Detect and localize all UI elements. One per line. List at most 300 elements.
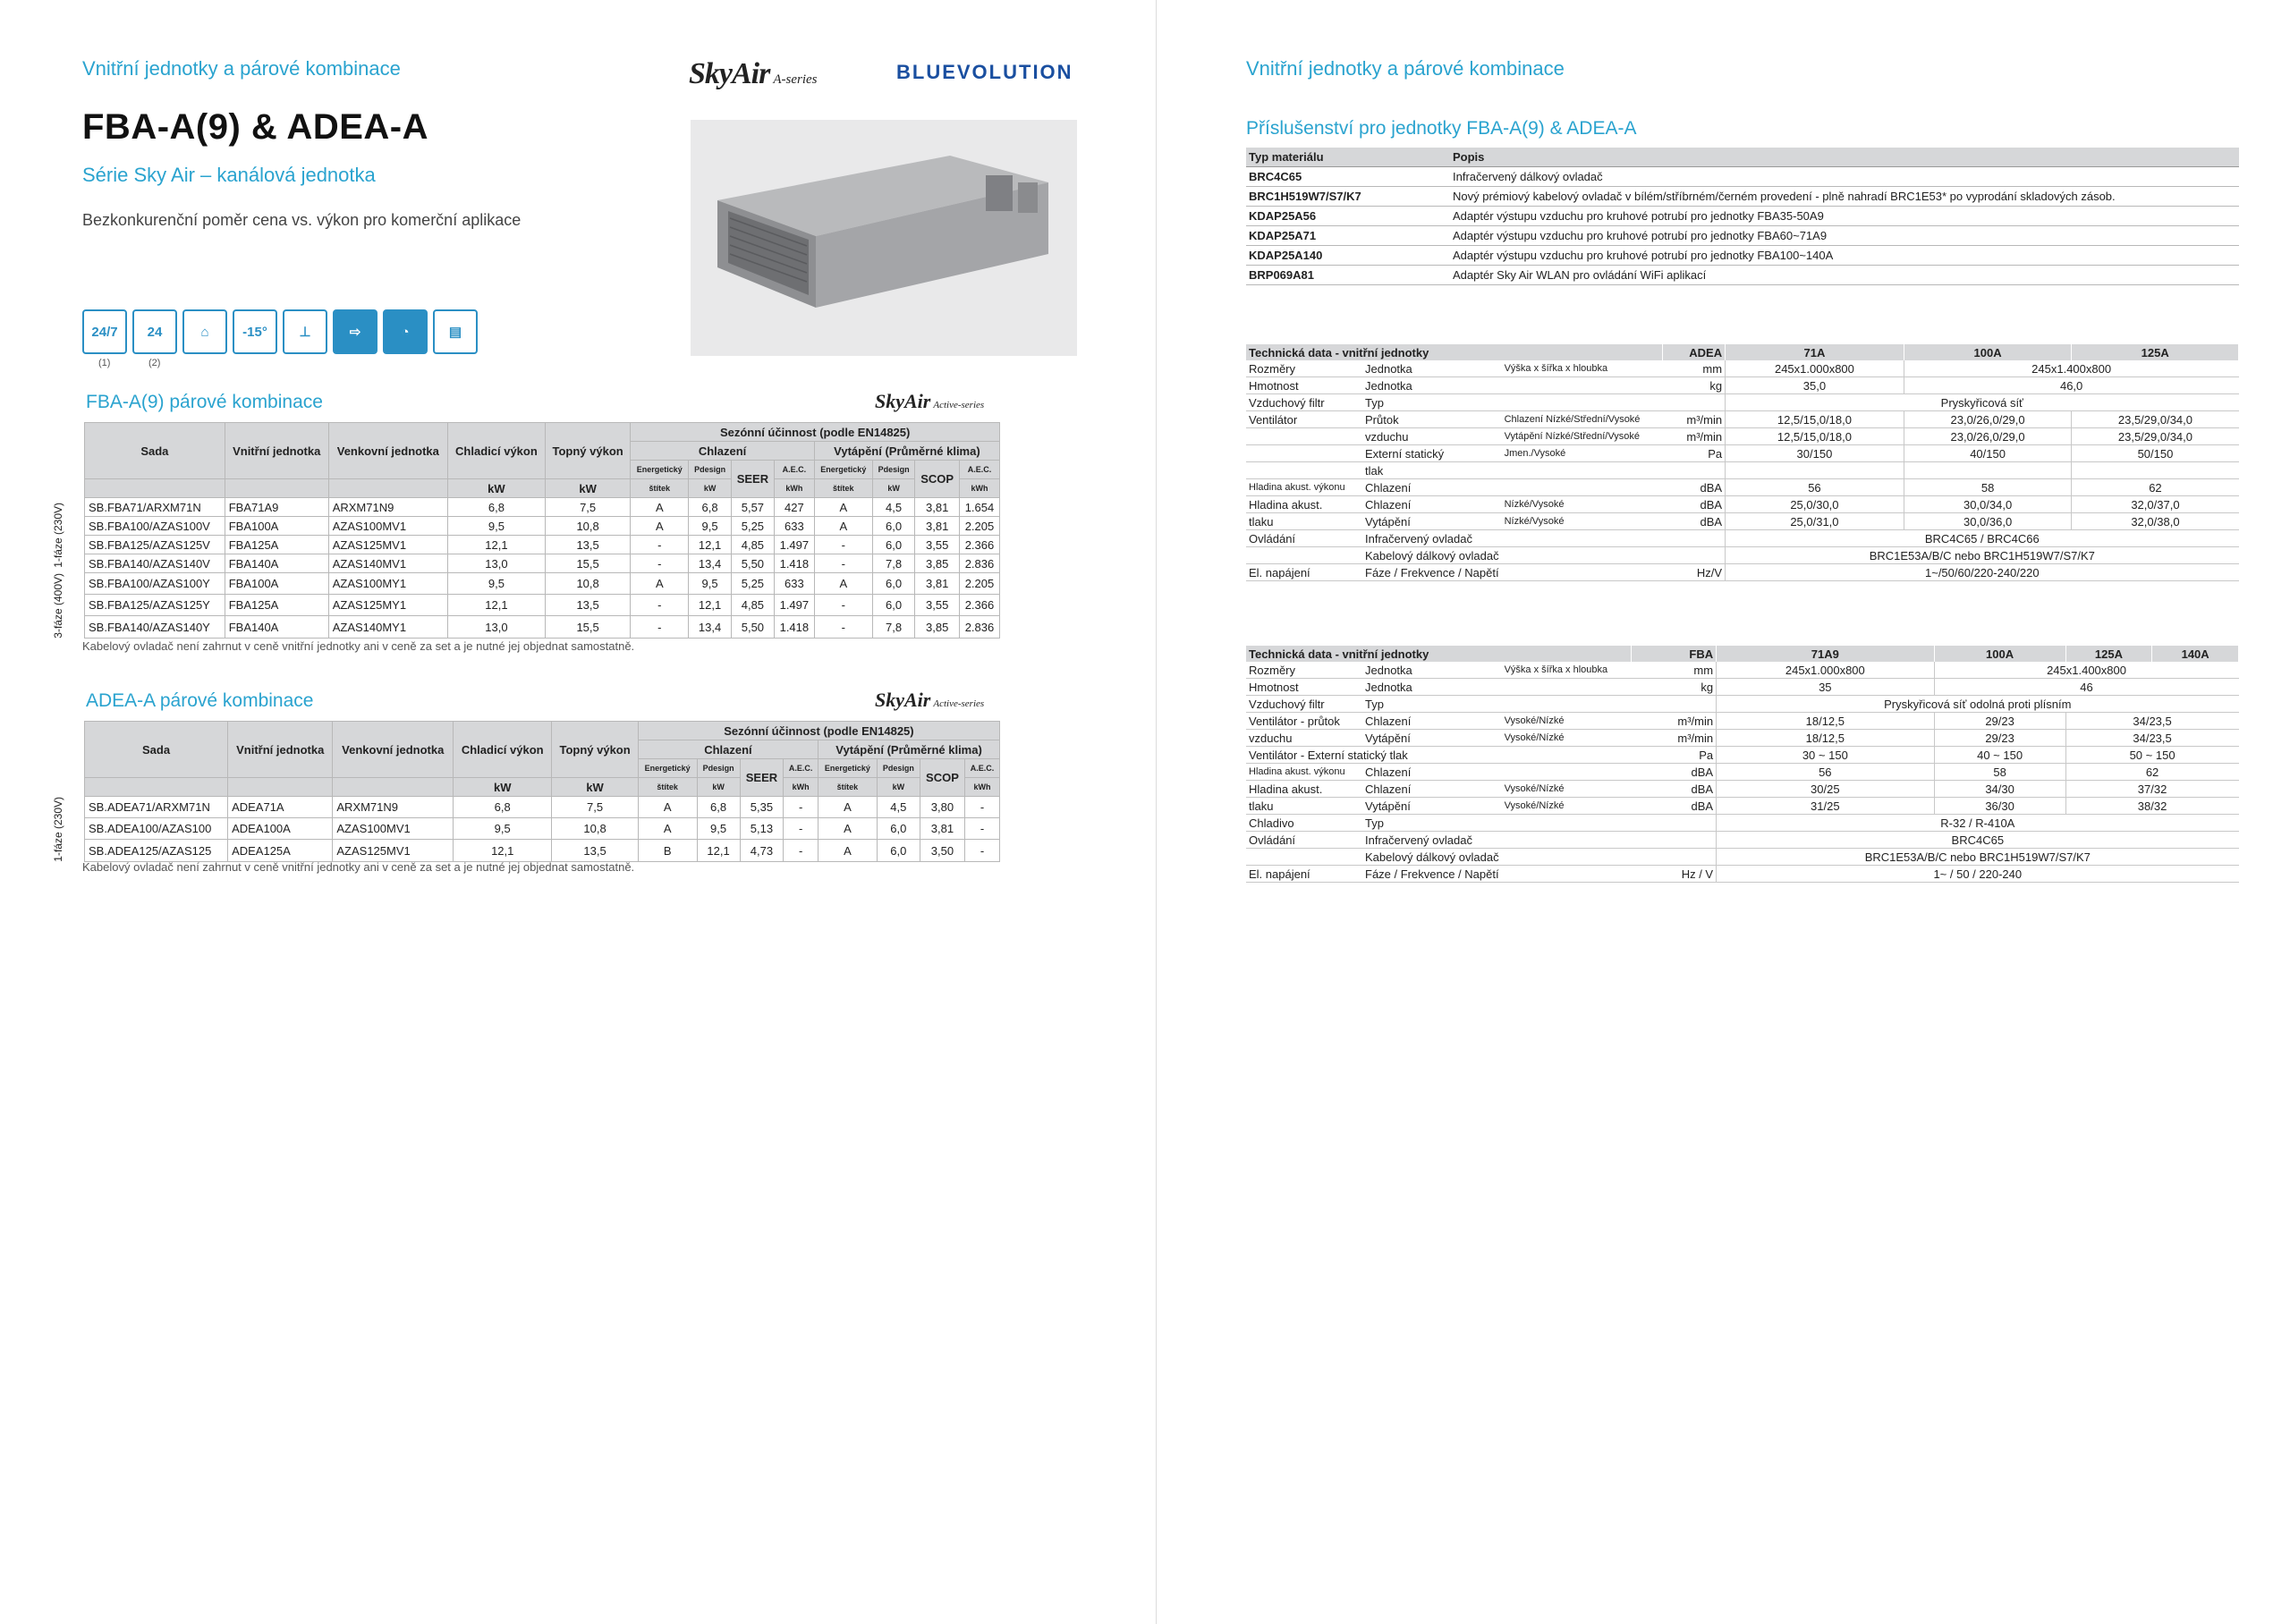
table-cell: 3,80: [920, 797, 964, 818]
spec-value: 25,0/30,0: [1726, 496, 1904, 513]
table-cell: 5,25: [731, 573, 774, 595]
spec-label: [1502, 394, 1663, 411]
accessory-description: Adaptér výstupu vzduchu pro kruhové potrubí pro jednotky FBA60~71A9: [1450, 226, 2239, 246]
table-cell: 3,81: [915, 517, 960, 536]
table-cell: 1.497: [774, 536, 814, 554]
table-cell: 3,55: [915, 595, 960, 616]
table-cell: 5,57: [731, 498, 774, 517]
table-cell: -: [814, 595, 872, 616]
spec-label: Vzduchový filtr: [1246, 696, 1362, 713]
skyair-active-logo: SkyAir Active-series: [875, 689, 985, 711]
spec-label: Chlazení: [1362, 764, 1502, 781]
spec-value: 40 ~ 150: [1934, 747, 2065, 764]
spec-label: [1246, 849, 1362, 866]
spec-row: [1246, 513, 2239, 530]
unit-kwh: kWh: [959, 479, 999, 498]
table-cell: A: [631, 517, 689, 536]
accessory-row: [1246, 246, 2239, 266]
spec-label: Vysoké/Nízké: [1502, 730, 1632, 747]
table-cell: 4,5: [877, 797, 920, 818]
table-cell: AZAS140MY1: [328, 616, 447, 638]
spec-label: Jednotka: [1362, 360, 1502, 377]
accessory-description: Adaptér výstupu vzduchu pro kruhové potrubí pro jednotky FBA35-50A9: [1450, 207, 2239, 226]
col-scop: SCOP: [920, 759, 964, 797]
table-cell: 1.497: [774, 595, 814, 616]
spec-row: [1246, 781, 2239, 798]
table-cell: 10,8: [552, 818, 639, 840]
table-cell: 13,0: [447, 554, 545, 573]
spec-unit: [1663, 394, 1726, 411]
spec-label: [1246, 547, 1362, 564]
table-cell: FBA71A9: [225, 498, 328, 517]
spec-value: BRC4C65 / BRC4C66: [1726, 530, 2239, 547]
spec-label: vzduchu: [1246, 730, 1362, 747]
spec-label: [1246, 462, 1362, 479]
spec-unit: [1663, 530, 1726, 547]
adea-note: Kabelový ovladač není zahrnut v ceně vnitřní jednotky ani v ceně za set a je nutné jej objednat samostatně.: [82, 860, 635, 874]
table-cell: 3,85: [915, 554, 960, 573]
table-row: [52, 498, 1000, 517]
spec-row: [1246, 679, 2239, 696]
spec-col: 140A: [2152, 646, 2239, 662]
spec-row: [1246, 798, 2239, 815]
accessory-code: BRC4C65: [1246, 167, 1450, 187]
accessory-row: [1246, 226, 2239, 246]
table-cell: 427: [774, 498, 814, 517]
table-cell: SB.FBA100/AZAS100Y: [85, 573, 225, 595]
spec-unit: dBA: [1632, 781, 1717, 798]
spec-row: [1246, 462, 2239, 479]
spec-value: BRC4C65: [1717, 832, 2239, 849]
spec-value: 50 ~ 150: [2065, 747, 2238, 764]
table-row: [52, 840, 1000, 861]
spec-label: Infračervený ovladač: [1362, 530, 1502, 547]
spec-label: tlaku: [1246, 513, 1362, 530]
spec-unit: dBA: [1663, 513, 1726, 530]
home-leave-icon: ⌂: [182, 309, 227, 354]
spec-value: 23,0/26,0/29,0: [1904, 428, 2072, 445]
feature-icons: [82, 309, 478, 354]
24-7-icon: 24/7: [82, 309, 127, 354]
table-cell: SB.FBA140/AZAS140Y: [85, 616, 225, 638]
table-cell: A: [818, 840, 878, 861]
spec-label: Vytápění: [1362, 798, 1502, 815]
col-aec: A.E.C.: [784, 759, 818, 778]
table-cell: ARXM71N9: [328, 498, 447, 517]
fba-pair-table: [52, 422, 1000, 639]
spec-value: BRC1E53A/B/C nebo BRC1H519W7/S7/K7: [1717, 849, 2239, 866]
table-row: [52, 616, 1000, 638]
table-cell: ADEA125A: [228, 840, 333, 861]
spec-row: [1246, 394, 2239, 411]
table-cell: A: [631, 498, 689, 517]
spec-label: Jednotka: [1362, 679, 1502, 696]
spec-value: 29/23: [1934, 713, 2065, 730]
auto-restart-icon: ◔: [383, 309, 428, 354]
spec-value: 29/23: [1934, 730, 2065, 747]
table-cell: 6,0: [872, 517, 915, 536]
unit-stitek: štítek: [814, 479, 872, 498]
table-cell: 1.654: [959, 498, 999, 517]
spec-label: Typ: [1362, 394, 1502, 411]
col-chladici: Chladicí výkon: [454, 722, 552, 778]
spec-label: [1502, 564, 1663, 581]
spec-label: Infračervený ovladač: [1362, 832, 1502, 849]
spec-col: 125A: [2065, 646, 2152, 662]
table-cell: 6,0: [872, 595, 915, 616]
spec-unit: m³/min: [1663, 428, 1726, 445]
spec-label: Chlazení: [1362, 496, 1502, 513]
spec-value: 18/12,5: [1717, 730, 1934, 747]
spec-label: Typ: [1362, 815, 1502, 832]
spec-value: 245x1.000x800: [1726, 360, 1904, 377]
spec-unit: dBA: [1663, 496, 1726, 513]
table-cell: 6,8: [447, 498, 545, 517]
table-cell: FBA125A: [225, 536, 328, 554]
spec-value: 62: [2065, 764, 2238, 781]
unit-stitek: štítek: [818, 778, 878, 797]
table-cell: 10,8: [545, 517, 630, 536]
table-cell: ARXM71N9: [333, 797, 454, 818]
table-row: [52, 573, 1000, 595]
table-cell: A: [631, 573, 689, 595]
col-sezonni: Sezónní účinnost (podle EN14825): [638, 722, 999, 740]
table-cell: ADEA100A: [228, 818, 333, 840]
spec-row: [1246, 360, 2239, 377]
spec-label: [1502, 547, 1663, 564]
spec-row: [1246, 547, 2239, 564]
spec-unit: kg: [1632, 679, 1717, 696]
spec-value: 56: [1726, 479, 1904, 496]
table-cell: 1.418: [774, 616, 814, 638]
table-cell: 7,5: [545, 498, 630, 517]
col-pdesign-heat: Pdesign: [872, 461, 915, 479]
table-row: [52, 536, 1000, 554]
drain-pump-icon: ⊥: [283, 309, 327, 354]
col-topny: Topný výkon: [545, 423, 630, 479]
table-cell: AZAS100MV1: [328, 517, 447, 536]
accessory-description: Nový prémiový kabelový ovladač v bílém/stříbrném/černém provedení - plně nahradí BRC1E53* po vyprodání skladových zásob.: [1450, 187, 2239, 207]
spec-value: 35: [1717, 679, 1934, 696]
col-seer: SEER: [740, 759, 784, 797]
table-cell: 10,8: [545, 573, 630, 595]
spec-value: 25,0/31,0: [1726, 513, 1904, 530]
spec-unit: kg: [1663, 377, 1726, 394]
table-cell: 3,81: [915, 498, 960, 517]
col-pdesign: Pdesign: [697, 759, 740, 778]
spec-unit: m³/min: [1663, 411, 1726, 428]
spec-label: Ovládání: [1246, 832, 1362, 849]
spec-value: 46,0: [1904, 377, 2238, 394]
table-cell: 2.205: [959, 573, 999, 595]
low-temperature-icon: -15°: [233, 309, 277, 354]
table-cell: SB.FBA100/AZAS100V: [85, 517, 225, 536]
table-cell: -: [784, 797, 818, 818]
table-cell: 6,0: [872, 573, 915, 595]
table-cell: 3,50: [920, 840, 964, 861]
spec-unit: [1663, 547, 1726, 564]
spec-label: Chlazení Nízké/Střední/Vysoké: [1502, 411, 1663, 428]
col-aec-heat: A.E.C.: [959, 461, 999, 479]
spec-value: 18/12,5: [1717, 713, 1934, 730]
table-cell: 5,13: [740, 818, 784, 840]
spec-value: Pryskyřicová síť odolná proti plísním: [1717, 696, 2239, 713]
spec-value: 23,5/29,0/34,0: [2072, 411, 2239, 428]
spec-value: 23,5/29,0/34,0: [2072, 428, 2239, 445]
spec-value: 37/32: [2065, 781, 2238, 798]
table-cell: 2.366: [959, 595, 999, 616]
table-cell: FBA125A: [225, 595, 328, 616]
accessory-description: Infračervený dálkový ovladač: [1450, 167, 2239, 187]
table-row: [52, 797, 1000, 818]
table-cell: FBA140A: [225, 554, 328, 573]
lead-text: Bezkonkurenční poměr cena vs. výkon pro komerční aplikace: [82, 211, 522, 229]
table-cell: 6,0: [877, 840, 920, 861]
spec-label: [1502, 849, 1632, 866]
table-cell: 2.205: [959, 517, 999, 536]
table-cell: 2.836: [959, 554, 999, 573]
table-cell: -: [631, 616, 689, 638]
spec-row: [1246, 377, 2239, 394]
spec-value: 30,0/34,0: [1904, 496, 2072, 513]
accessory-row: [1246, 207, 2239, 226]
spec-label: Hmotnost: [1246, 679, 1362, 696]
spec-unit: dBA: [1663, 479, 1726, 496]
col-chlazeni: Chlazení: [631, 442, 815, 461]
phase-group-label: 3-fáze (400V): [52, 573, 85, 639]
spec-row: [1246, 866, 2239, 883]
accessory-code: BRC1H519W7/S7/K7: [1246, 187, 1450, 207]
spec-label: [1502, 530, 1663, 547]
table-cell: 9,5: [689, 517, 732, 536]
spec-value: 40/150: [1904, 445, 2072, 462]
unit-kwh: kWh: [774, 479, 814, 498]
table-cell: 2.836: [959, 616, 999, 638]
spec-label: El. napájení: [1246, 866, 1362, 883]
spec-unit: [1632, 696, 1717, 713]
table-cell: 9,5: [454, 818, 552, 840]
spec-label: Rozměry: [1246, 662, 1362, 679]
table-cell: 3,81: [915, 573, 960, 595]
spec-value: 38/32: [2065, 798, 2238, 815]
spec-value: 245x1.000x800: [1717, 662, 1934, 679]
table-row: [52, 818, 1000, 840]
table-cell: AZAS125MY1: [328, 595, 447, 616]
unit-kw: kW: [877, 778, 920, 797]
accessory-row: [1246, 266, 2239, 285]
spec-label: Kabelový dálkový ovladač: [1362, 849, 1502, 866]
table-cell: AZAS140MV1: [328, 554, 447, 573]
table-cell: FBA140A: [225, 616, 328, 638]
spec-label: Ventilátor - Externí statický tlak: [1246, 747, 1632, 764]
table-cell: -: [631, 554, 689, 573]
table-cell: 2.366: [959, 536, 999, 554]
spec-value: 56: [1717, 764, 1934, 781]
spec-label: Hladina akust. výkonu: [1246, 479, 1362, 496]
spec-unit: dBA: [1632, 764, 1717, 781]
col-sezonni: Sezónní účinnost (podle EN14825): [631, 423, 1000, 442]
table-cell: SB.FBA71/ARXM71N: [85, 498, 225, 517]
spec-label: Jednotka: [1362, 662, 1502, 679]
adea-pair-table: [52, 721, 1000, 862]
table-cell: AZAS125MV1: [328, 536, 447, 554]
spec-value: 30/150: [1726, 445, 1904, 462]
table-cell: 5,50: [731, 616, 774, 638]
table-row: [52, 595, 1000, 616]
table-cell: 3,55: [915, 536, 960, 554]
unit-kwh: kWh: [965, 778, 1000, 797]
spec-unit: [1663, 462, 1726, 479]
unit-kw: kW: [872, 479, 915, 498]
spec-row: [1246, 832, 2239, 849]
spec-unit: [1632, 815, 1717, 832]
table-cell: 7,8: [872, 616, 915, 638]
spec-header: Technická data - vnitřní jednotky: [1246, 344, 1663, 360]
accessory-code: BRP069A81: [1246, 266, 1450, 285]
spec-label: Hladina akust.: [1246, 781, 1362, 798]
col-seer: SEER: [731, 461, 774, 498]
table-cell: -: [814, 616, 872, 638]
fba-spec-table: [1246, 646, 2239, 883]
col-topny: Topný výkon: [552, 722, 639, 778]
spec-value: 30,0/36,0: [1904, 513, 2072, 530]
col-vnitrni: Vnitřní jednotka: [228, 722, 333, 778]
spec-row: [1246, 747, 2239, 764]
spec-label: [1502, 832, 1632, 849]
table-cell: 12,1: [447, 595, 545, 616]
unit-kw: kW: [689, 479, 732, 498]
table-cell: 633: [774, 517, 814, 536]
col-vytapeni: Vytápění (Průměrné klima): [814, 442, 999, 461]
spec-row: [1246, 815, 2239, 832]
spec-label: Ovládání: [1246, 530, 1362, 547]
spec-unit: Hz/V: [1663, 564, 1726, 581]
table-cell: 5,50: [731, 554, 774, 573]
col-pdesign-heat: Pdesign: [877, 759, 920, 778]
spec-value: 30 ~ 150: [1717, 747, 1934, 764]
table-cell: SB.FBA125/AZAS125V: [85, 536, 225, 554]
icon-footnote-1: (1): [98, 358, 111, 368]
spec-value: [2072, 462, 2239, 479]
table-cell: 6,0: [877, 818, 920, 840]
page-divider: [1156, 0, 1157, 1624]
col-energy-label-heat: Energetický: [814, 461, 872, 479]
table-cell: B: [638, 840, 697, 861]
table-cell: 12,1: [689, 536, 732, 554]
table-cell: 13,4: [689, 554, 732, 573]
spec-col: 100A: [1934, 646, 2065, 662]
table-cell: 1.418: [774, 554, 814, 573]
spec-value: [1904, 462, 2072, 479]
spec-unit: dBA: [1632, 798, 1717, 815]
spec-label: Jmen./Vysoké: [1502, 445, 1663, 462]
table-cell: 9,5: [697, 818, 740, 840]
table-cell: 4,73: [740, 840, 784, 861]
table-cell: 7,5: [552, 797, 639, 818]
spec-value: 34/30: [1934, 781, 2065, 798]
table-cell: 15,5: [545, 616, 630, 638]
unit-kw: kW: [552, 778, 639, 797]
spec-row: [1246, 411, 2239, 428]
col-energy-label: Energetický: [631, 461, 689, 479]
col-vnitrni: Vnitřní jednotka: [225, 423, 328, 479]
spec-label: [1502, 815, 1632, 832]
table-cell: -: [814, 536, 872, 554]
spec-value: 1~ / 50 / 220-240: [1717, 866, 2239, 883]
spec-label: Výška x šířka x hloubka: [1502, 360, 1663, 377]
spec-row: [1246, 662, 2239, 679]
spec-label: [1502, 679, 1632, 696]
spec-value: 58: [1904, 479, 2072, 496]
accessory-code: KDAP25A71: [1246, 226, 1450, 246]
table-cell: 6,8: [697, 797, 740, 818]
table-cell: A: [814, 517, 872, 536]
spec-value: [1726, 462, 1904, 479]
spec-value: BRC1E53A/B/C nebo BRC1H519W7/S7/K7: [1726, 547, 2239, 564]
col-pdesign: Pdesign: [689, 461, 732, 479]
bluevolution-logo: BLUEVOLUTION: [896, 61, 1073, 83]
table-cell: 3,85: [915, 616, 960, 638]
table-cell: 6,0: [872, 536, 915, 554]
table-cell: A: [814, 498, 872, 517]
unit-kw: kW: [545, 479, 630, 498]
page-title: FBA-A(9) & ADEA-A: [82, 107, 428, 147]
spec-value: 32,0/37,0: [2072, 496, 2239, 513]
col-vytapeni: Vytápění (Průměrné klima): [818, 740, 1000, 759]
spec-label: tlaku: [1246, 798, 1362, 815]
spec-row: [1246, 730, 2239, 747]
spec-label: Nízké/Vysoké: [1502, 513, 1663, 530]
col-energy-label-heat: Energetický: [818, 759, 878, 778]
icon-footnote-2: (2): [148, 358, 161, 368]
spec-value: 1~/50/60/220-240/220: [1726, 564, 2239, 581]
product-photo: [691, 120, 1077, 356]
spec-value: Pryskyřicová síť: [1726, 394, 2239, 411]
spec-row: [1246, 713, 2239, 730]
spec-label: [1502, 377, 1663, 394]
table-cell: 4,85: [731, 536, 774, 554]
fba-pair-title: FBA-A(9) párové kombinace: [86, 392, 323, 412]
spec-label: [1502, 462, 1663, 479]
accessory-code: KDAP25A140: [1246, 246, 1450, 266]
spec-label: vzduchu: [1362, 428, 1502, 445]
spec-label: Vytápění Nízké/Střední/Vysoké: [1502, 428, 1663, 445]
spec-value: 30/25: [1717, 781, 1934, 798]
col-venkovni: Venkovní jednotka: [328, 423, 447, 479]
spec-value: 35,0: [1726, 377, 1904, 394]
spec-label: Fáze / Frekvence / Napětí: [1362, 564, 1502, 581]
table-cell: 4,85: [731, 595, 774, 616]
spec-label: Typ: [1362, 696, 1502, 713]
spec-unit: [1632, 849, 1717, 866]
table-cell: 9,5: [447, 517, 545, 536]
table-cell: 9,5: [447, 573, 545, 595]
spec-value: 23,0/26,0/29,0: [1904, 411, 2072, 428]
spec-unit: m³/min: [1632, 713, 1717, 730]
spec-value: 62: [2072, 479, 2239, 496]
table-cell: 6,8: [689, 498, 732, 517]
table-cell: A: [818, 818, 878, 840]
spec-label: [1502, 866, 1632, 883]
table-cell: -: [631, 595, 689, 616]
spec-unit: mm: [1632, 662, 1717, 679]
table-cell: A: [638, 797, 697, 818]
phase-group-label: 1-fáze (230V): [52, 797, 85, 862]
skyair-active-logo: SkyAir Active-series: [875, 390, 985, 412]
table-cell: SB.ADEA71/ARXM71N: [85, 797, 228, 818]
table-cell: 12,1: [689, 595, 732, 616]
spec-label: Nízké/Vysoké: [1502, 496, 1663, 513]
